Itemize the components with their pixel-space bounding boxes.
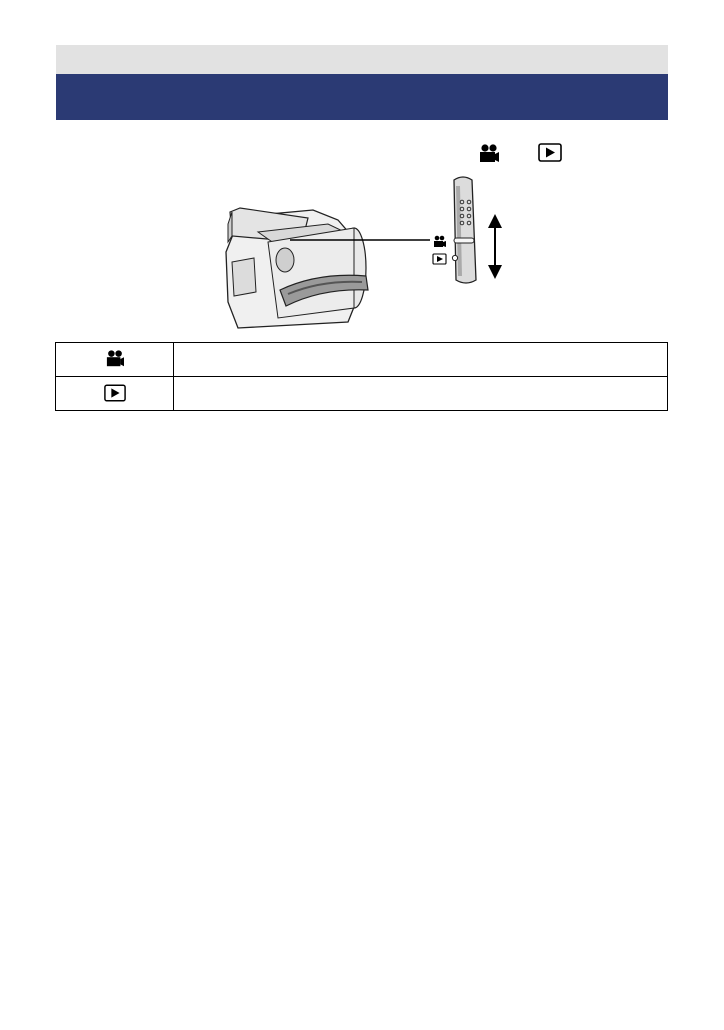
camcorder-illustration: [218, 172, 518, 337]
header-band: [56, 45, 668, 74]
playback-mode-icon: [538, 143, 562, 162]
section-title-bar: [56, 74, 668, 120]
switch-playback-icon: [433, 254, 446, 264]
playback-mode-icon: [104, 384, 126, 402]
motion-picture-mode-icon: [105, 350, 125, 368]
switch-motion-picture-icon: [434, 236, 446, 247]
mode-table: [55, 342, 668, 411]
mode-icon-cell: [56, 377, 174, 411]
motion-picture-mode-icon: [478, 144, 500, 164]
table-row: [56, 343, 668, 377]
mode-description: [174, 343, 668, 377]
mode-icon-cell: [56, 343, 174, 377]
table-row: [56, 377, 668, 411]
mode-description: [174, 377, 668, 411]
